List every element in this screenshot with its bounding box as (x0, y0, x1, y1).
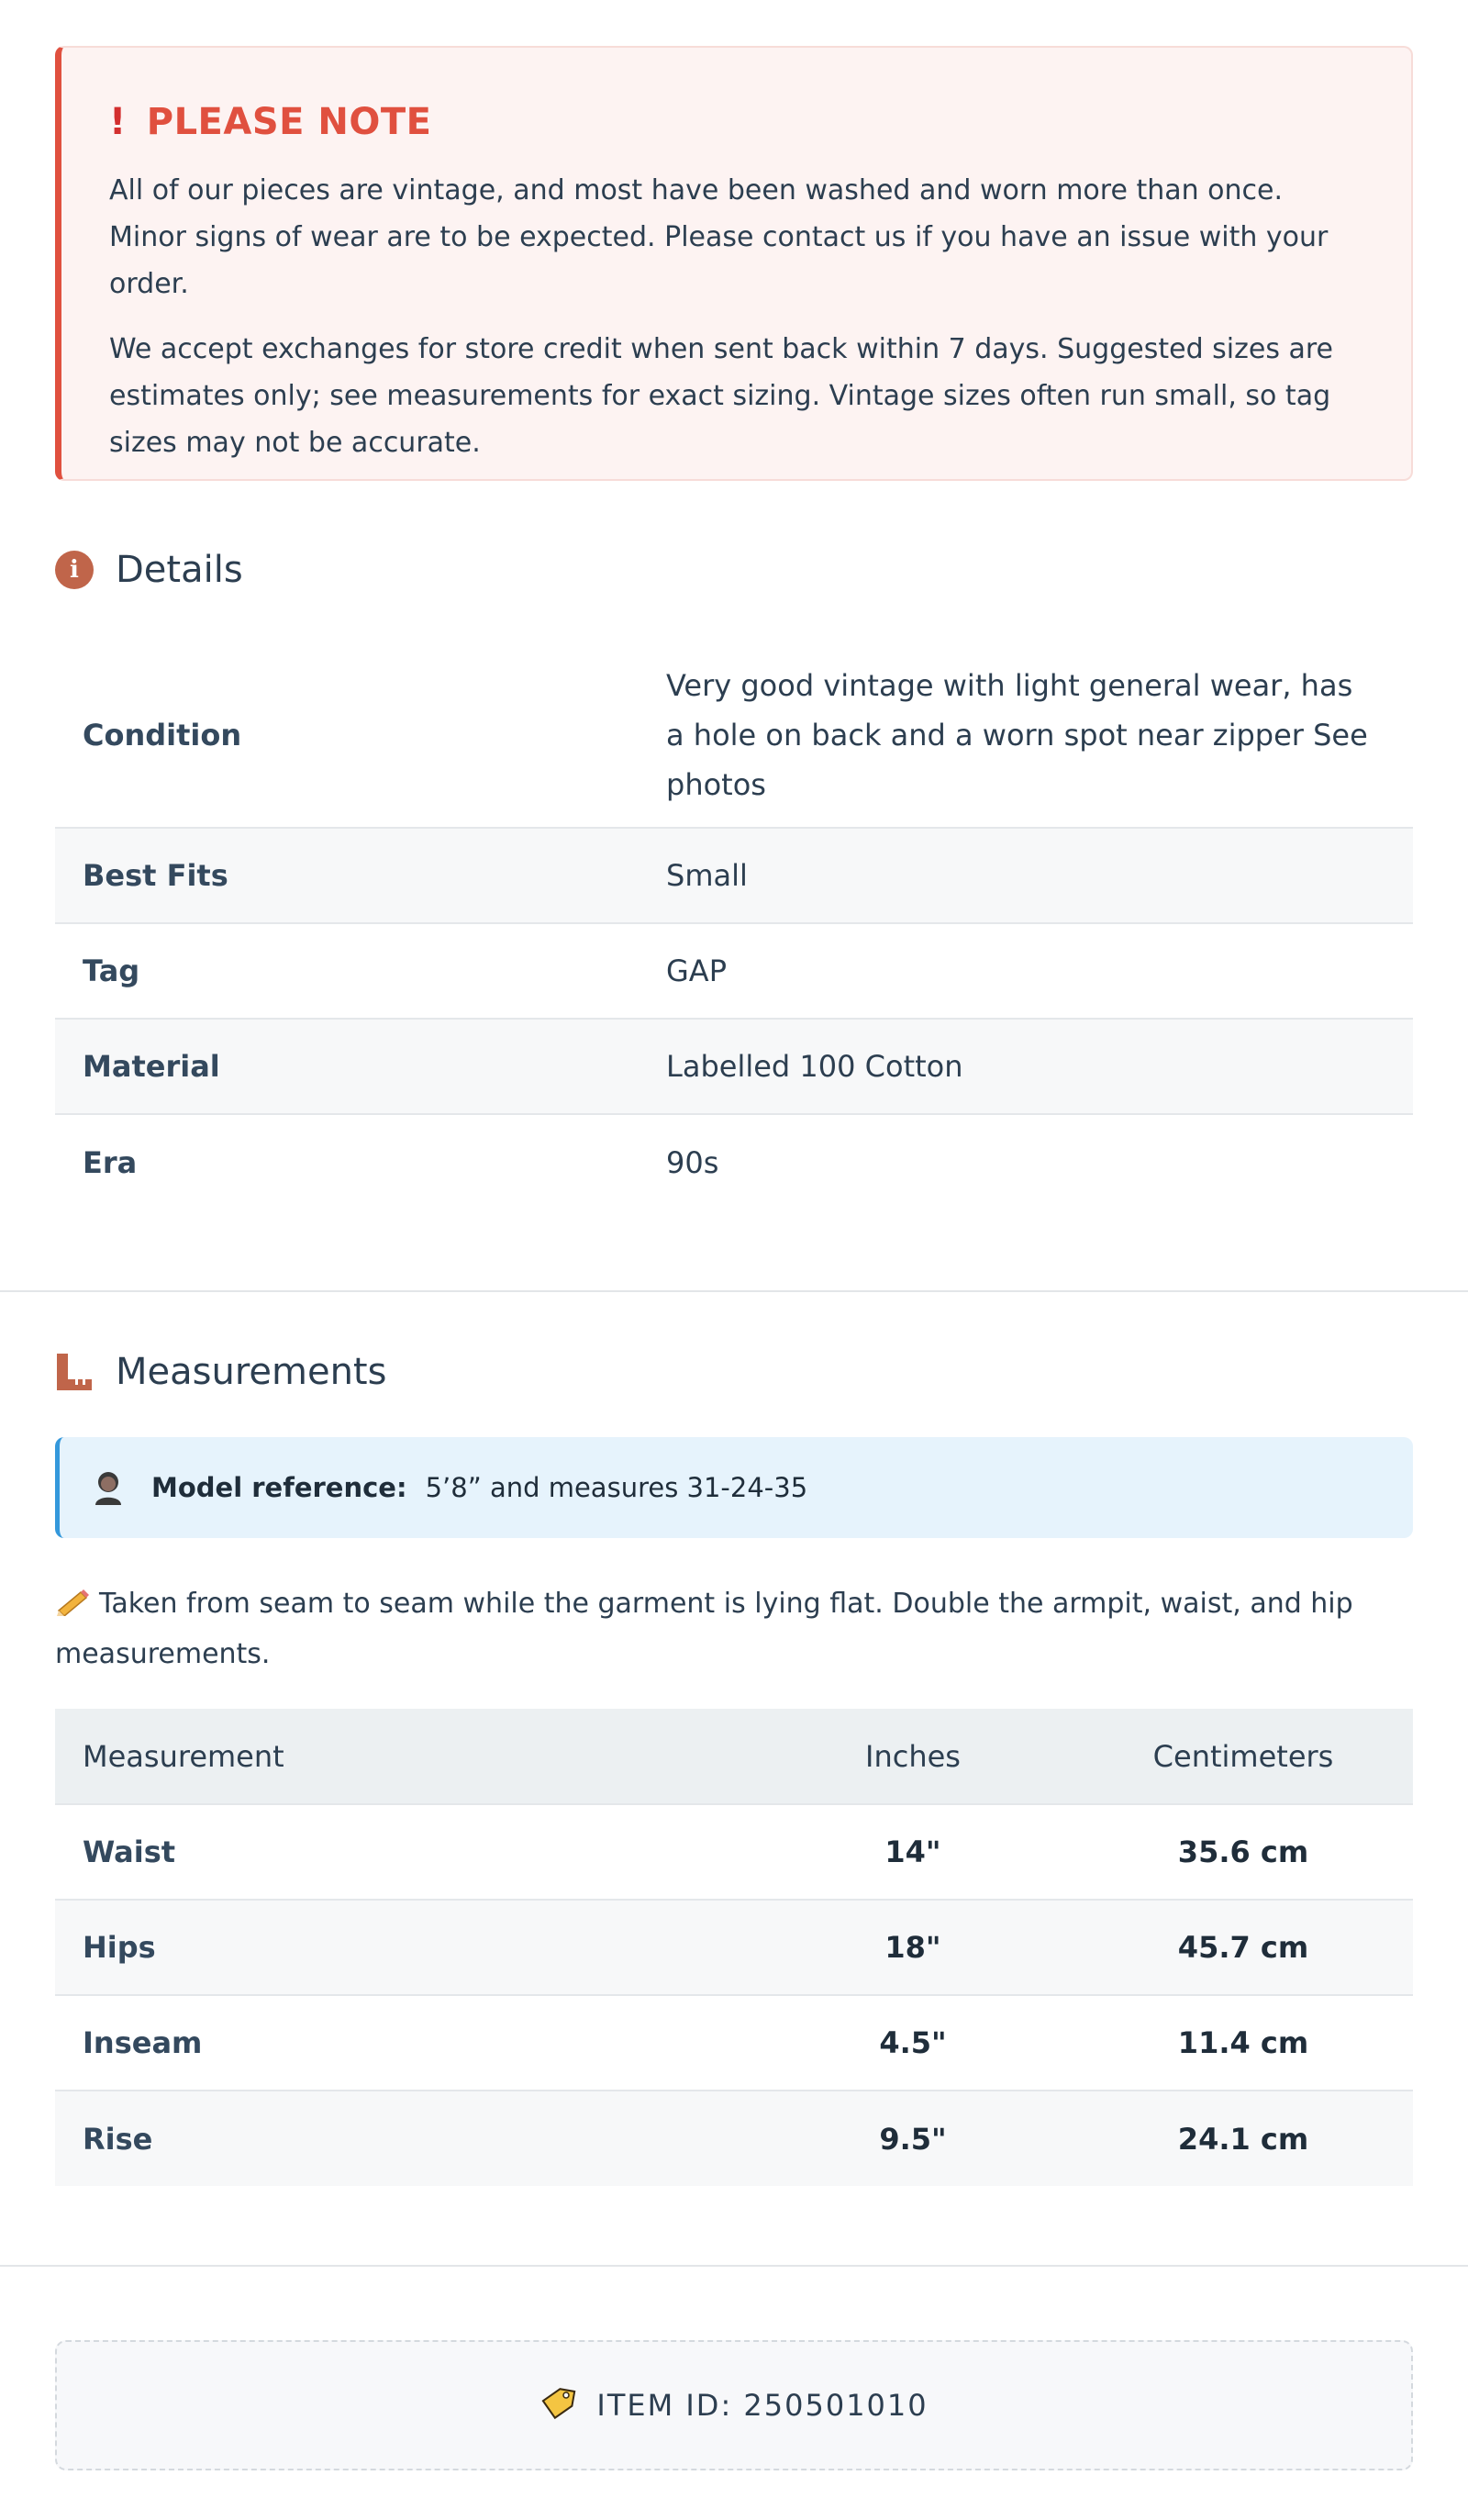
measurement-inches: 18" (752, 1900, 1073, 1995)
table-header-row (55, 1709, 1413, 1804)
table-row (55, 1804, 1413, 1900)
measurement-note-text: Taken from seam to seam while the garment is lying flat. Double the armpit, waist, and hip measurements. (55, 1588, 1353, 1670)
measurement-cm: 45.7 cm (1073, 1900, 1413, 1995)
details-value: 90s (666, 1144, 719, 1180)
item-id-box (55, 2340, 1413, 2470)
details-header (55, 549, 243, 591)
ruler-icon (55, 1352, 94, 1392)
details-row (55, 1114, 1413, 1210)
column-header: Inches (752, 1709, 1073, 1804)
measurements-title: Measurements (116, 1351, 387, 1393)
model-reference-label: Model reference: (151, 1472, 407, 1503)
measurement-note (55, 1580, 1376, 1678)
tag-icon (539, 2383, 576, 2427)
column-header: Measurement (55, 1709, 752, 1804)
details-table (55, 642, 1413, 1210)
model-reference-box (55, 1437, 1413, 1538)
measurement-name: Inseam (55, 1995, 752, 2091)
info-icon: i (55, 551, 94, 589)
details-title: Details (116, 549, 243, 591)
details-value: Very good vintage with light general wear, has a hole on back and a worn spot near zipper See photos (666, 642, 1413, 828)
notice-paragraph: All of our pieces are vintage, and most have been washed and worn more than once. Minor signs of wear are to be expected. Please contact us if you have an issue with your order. (109, 174, 1329, 300)
details-value: Labelled 100 Cotton (666, 1019, 1413, 1114)
details-row (55, 828, 1413, 923)
details-label: Material (55, 1019, 666, 1114)
model-reference-value: 5’8” and measures 31-24-35 (425, 1472, 808, 1503)
details-value: Small (666, 828, 1413, 923)
measurement-inches: 14" (752, 1804, 1073, 1900)
notice-title: PLEASE NOTE (146, 101, 432, 143)
notice-box (55, 46, 1413, 481)
table-row (55, 2091, 1413, 2186)
divider (0, 2265, 1468, 2267)
table-row (55, 1900, 1413, 1995)
notice-header (109, 99, 1363, 145)
measurements-header (55, 1351, 386, 1393)
details-value: GAP (666, 923, 1413, 1019)
divider (0, 1290, 1468, 1292)
details-label: Best Fits (55, 828, 666, 923)
table-row (55, 1995, 1413, 2091)
pencil-icon (55, 1584, 90, 1631)
details-label: Tag (55, 923, 666, 1019)
measurement-name: Rise (55, 2091, 752, 2186)
measurement-inches: 9.5" (752, 2091, 1073, 2186)
measurement-cm: 35.6 cm (1073, 1804, 1413, 1900)
measurement-cm: 11.4 cm (1073, 1995, 1413, 2091)
item-id-label: ITEM ID: 250501010 (596, 2388, 929, 2423)
person-icon (93, 1470, 124, 1505)
notice-paragraph: We accept exchanges for store credit when sent back within 7 days. Suggested sizes are estimates only; see measurements for exact sizing. Vintage sizes often run small, so tag sizes may not be accurate. (109, 333, 1334, 459)
exclamation-icon: ! (109, 101, 127, 143)
measurement-inches: 4.5" (752, 1995, 1073, 2091)
details-row (55, 642, 1413, 828)
details-row (55, 1019, 1413, 1114)
column-header: Centimeters (1073, 1709, 1413, 1804)
details-label: Era (83, 1144, 138, 1180)
measurement-name: Waist (55, 1804, 752, 1900)
details-row (55, 923, 1413, 1019)
measurement-name: Hips (55, 1900, 752, 1995)
measurement-cm: 24.1 cm (1073, 2091, 1413, 2186)
details-label: Condition (55, 642, 666, 828)
measurements-table (55, 1709, 1413, 2186)
